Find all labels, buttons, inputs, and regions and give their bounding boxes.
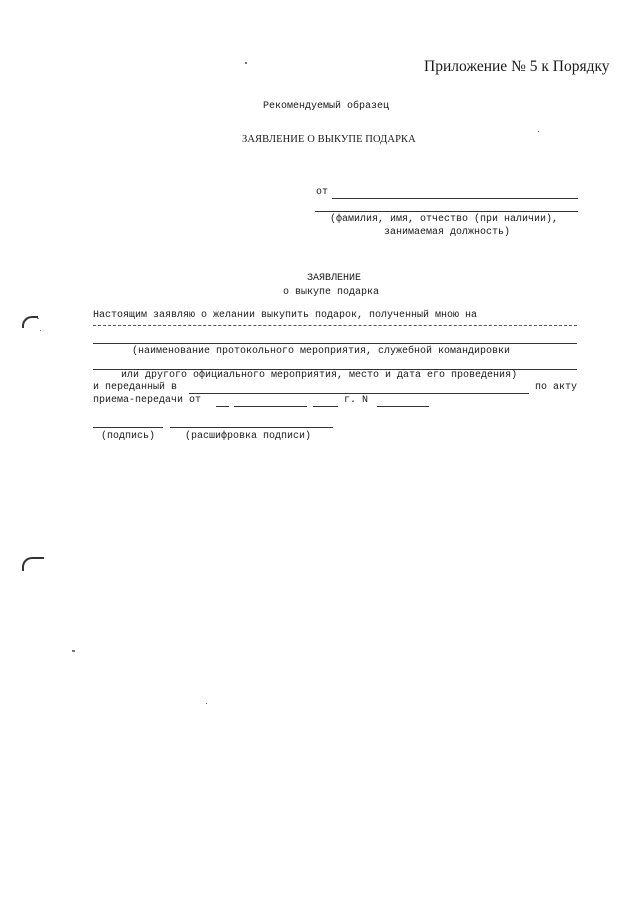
from-name-field[interactable] bbox=[332, 198, 578, 199]
transfer-label: приема-передачи от bbox=[93, 395, 202, 406]
scan-speck bbox=[245, 62, 247, 64]
event-caption-line2: или другого официального мероприятия, место и дата его проведения) bbox=[121, 370, 518, 381]
from-label: от bbox=[316, 187, 329, 198]
from-caption-line2: занимаемая должность) bbox=[384, 227, 511, 238]
signature-decode-caption: (расшифровка подписи) bbox=[185, 431, 312, 442]
transfer-year-field[interactable] bbox=[313, 406, 338, 407]
scan-speck bbox=[72, 650, 75, 652]
event-caption-line1: (наименование протокольного мероприятия, служебной командировки bbox=[132, 346, 511, 357]
signature-field[interactable] bbox=[93, 427, 163, 428]
transfer-month-field[interactable] bbox=[234, 406, 307, 407]
recommended-sample-label: Рекомендуемый образец bbox=[263, 101, 390, 112]
handed-to-field[interactable] bbox=[189, 393, 529, 394]
signature-caption: (подпись) bbox=[101, 431, 156, 442]
statement-body-line1: Настоящим заявляю о желании выкупить подарок, полученный мною на bbox=[93, 310, 478, 321]
statement-heading: ЗАЯВЛЕНИЕ bbox=[307, 273, 362, 284]
act-label: по акту bbox=[535, 382, 578, 393]
transfer-day-field[interactable] bbox=[216, 406, 229, 407]
event-name-field-2[interactable] bbox=[93, 343, 577, 344]
scan-artifact-mark bbox=[22, 557, 44, 571]
act-number-field[interactable] bbox=[377, 406, 429, 407]
scan-speck bbox=[538, 131, 539, 132]
scan-speck bbox=[206, 703, 207, 704]
event-name-field-1[interactable] bbox=[93, 325, 577, 326]
from-caption-line1: (фамилия, имя, отчество (при наличии), bbox=[330, 214, 559, 225]
scan-speck bbox=[40, 330, 41, 331]
statement-subheading: о выкупе подарка bbox=[283, 287, 380, 298]
signature-decode-field[interactable] bbox=[170, 427, 333, 428]
scan-speck bbox=[37, 318, 39, 319]
scan-artifact-mark bbox=[22, 316, 38, 328]
handed-label: и переданный в bbox=[93, 382, 178, 393]
appendix-reference: Приложение № 5 к Порядку bbox=[424, 58, 610, 75]
from-position-field[interactable] bbox=[315, 211, 578, 212]
year-number-label: г. N bbox=[344, 395, 369, 406]
document-title: ЗАЯВЛЕНИЕ О ВЫКУПЕ ПОДАРКА bbox=[242, 134, 416, 145]
